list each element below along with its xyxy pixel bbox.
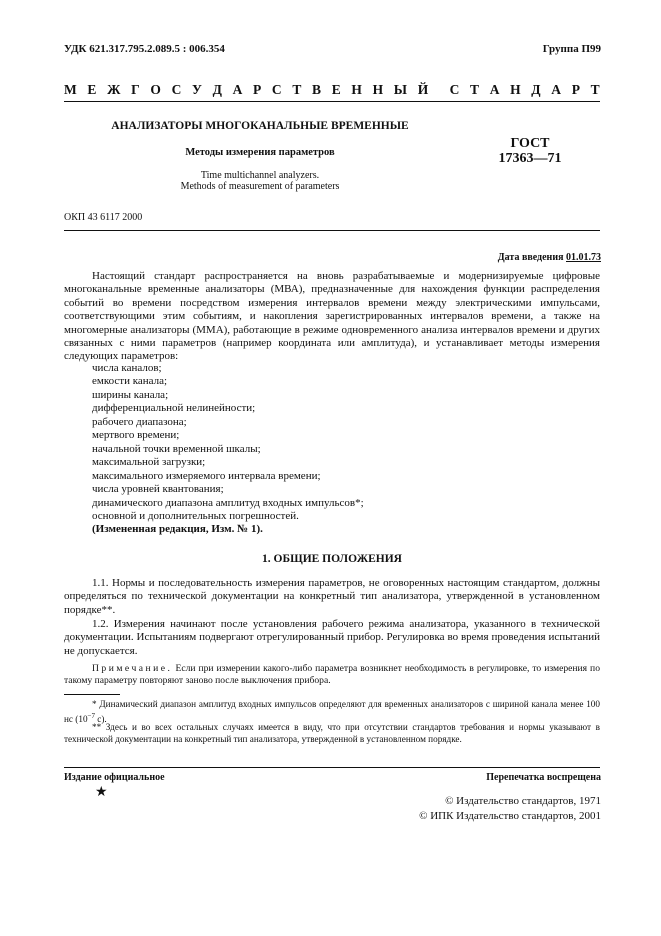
copyright-2001: © ИПК Издательство стандартов, 2001 xyxy=(419,810,601,822)
star-icon: ★ xyxy=(95,785,108,800)
top-rule xyxy=(64,101,600,102)
english-title: Time multichannel analyzers. xyxy=(200,170,320,181)
copyright-1971: © Издательство стандартов, 1971 xyxy=(445,795,601,807)
banner-letter: Р xyxy=(253,82,262,97)
okp-code: ОКП 43 6117 2000 xyxy=(64,212,143,223)
interstate-standard-banner xyxy=(64,82,600,98)
banner-letter: Н xyxy=(351,82,362,97)
banner-letter: Ж xyxy=(107,82,121,97)
banner-letter: М xyxy=(64,82,77,97)
list-item: максимального измеряемого интервала времени; xyxy=(92,469,321,482)
banner-letter: Д xyxy=(531,82,541,97)
document-subtitle: Методы измерения параметров xyxy=(185,147,335,158)
section-heading: 1. ОБЩИЕ ПОЛОЖЕНИЯ xyxy=(262,553,402,565)
banner-letter: Д xyxy=(212,82,222,97)
footnote-2: ** Здесь и во всех остальных случаях имеется в виду, что при отсутствии стандартов требования и нормы указывают в технической документации на конкретный тип анализатора, утвержденной в установленном порядке. xyxy=(64,722,600,744)
effective-date xyxy=(498,252,601,263)
banner-letter: Е xyxy=(87,82,97,97)
footnote-1-tail: с). xyxy=(95,713,107,724)
note-label: Примечание. xyxy=(92,663,173,674)
banner-letter: Т xyxy=(470,82,480,97)
reprint-notice: Перепечатка воспрещена xyxy=(486,772,601,783)
note-paragraph xyxy=(64,663,600,688)
gost-label: ГОСТ xyxy=(510,136,550,151)
middle-rule xyxy=(64,230,600,231)
banner-letter: О xyxy=(150,82,161,97)
banner-letter: Ы xyxy=(393,82,408,97)
banner-letter: У xyxy=(192,82,202,97)
list-item: емкости канала; xyxy=(92,375,168,388)
banner-letter: С xyxy=(449,82,460,97)
list-item: дифференциальной нелинейности; xyxy=(92,402,256,415)
banner-letter: А xyxy=(551,82,562,97)
banner-letter: Н xyxy=(372,82,384,97)
official-edition: Издание официальное xyxy=(64,772,165,783)
effective-date-value: 01.01.73 xyxy=(566,252,601,263)
group-code: Группа П99 xyxy=(542,43,601,55)
list-item: ширины канала; xyxy=(92,388,169,401)
footnote-rule xyxy=(64,694,120,695)
banner-letter: А xyxy=(489,82,500,97)
banner-letter: Г xyxy=(131,82,140,97)
note-text: Если при измерении какого-либо параметра возникнет необходимость в регулировке, то измерения по такому параметру повторяют заново после выключения прибора. xyxy=(64,663,600,687)
clause-1-2: 1.2. Измерения начинают после установления рабочего режима анализатора, указанного в технической документации. Испытаниям подвергают отрегулированный прибор. Регулировка во время проведения испытаний не допускается. xyxy=(64,618,600,657)
gost-number: 17363—71 xyxy=(498,151,562,166)
banner-letter: С xyxy=(271,82,282,97)
udk-code: УДК 621.317.795.2.089.5 : 006.354 xyxy=(64,43,225,55)
footnote-1-text: * Динамический диапазон амплитуд входных импульсов определяют для временных анализаторов с шириной канала менее 100 нс (10 xyxy=(64,699,600,724)
banner-letter: Н xyxy=(510,82,521,97)
list-item: числа каналов; xyxy=(92,362,162,374)
banner-letter: Т xyxy=(590,82,600,97)
list-item: максимальной загрузки; xyxy=(92,456,206,469)
banner-letter: Т xyxy=(292,82,302,97)
revision-note: (Измененная редакция, Изм. № 1). xyxy=(92,523,263,536)
banner-letter: Р xyxy=(571,82,580,97)
banner-letter: В xyxy=(312,82,322,97)
list-item: числа уровней квантования; xyxy=(92,483,224,496)
document-title: АНАЛИЗАТОРЫ МНОГОКАНАЛЬНЫЕ ВРЕМЕННЫЕ xyxy=(111,120,409,132)
intro-paragraph: Настоящий стандарт распространяется на вновь разрабатываемые и модернизируемые цифровые многоканальные временные анализаторы (МВА), предназначенные для нахождения функции распределения событий во времени посредством измерения интервалов времени между электрическими импульсами, соответствующими этим событиям, и накопления зарегистрированных интервалов времени, а также на многомерные анализаторы (ММА), работающие в режиме одновременного анализа интервалов времени и других связанных с ними параметров (например координата или амплитуда), и устанавливает методы измерения следующих параметров: xyxy=(64,270,600,363)
footnote-1-exponent: −7 xyxy=(87,711,95,720)
parameter-list xyxy=(92,362,364,537)
list-item: мертвого времени; xyxy=(92,429,180,442)
list-item: динамического диапазона амплитуд входных импульсов*; xyxy=(92,496,364,509)
banner-letter: С xyxy=(171,82,182,97)
list-item: начальной точки временной шкалы; xyxy=(92,442,261,455)
banner-letter: Й xyxy=(417,82,429,97)
banner-letter: А xyxy=(232,82,243,97)
english-subtitle: Methods of measurement of parameters xyxy=(180,181,340,192)
list-item: рабочего диапазона; xyxy=(92,415,187,428)
effective-date-label: Дата введения xyxy=(497,252,564,263)
bottom-rule xyxy=(64,767,600,768)
clause-1-1: 1.1. Нормы и последовательность измерения параметров, не оговоренных настоящим стандартом, должны определяться по технической документации на конкретный тип анализатора, утвержденной в установленном порядке**. xyxy=(64,577,600,616)
banner-letter: Е xyxy=(331,82,341,97)
list-item: основной и дополнительных погрешностей. xyxy=(92,509,299,522)
